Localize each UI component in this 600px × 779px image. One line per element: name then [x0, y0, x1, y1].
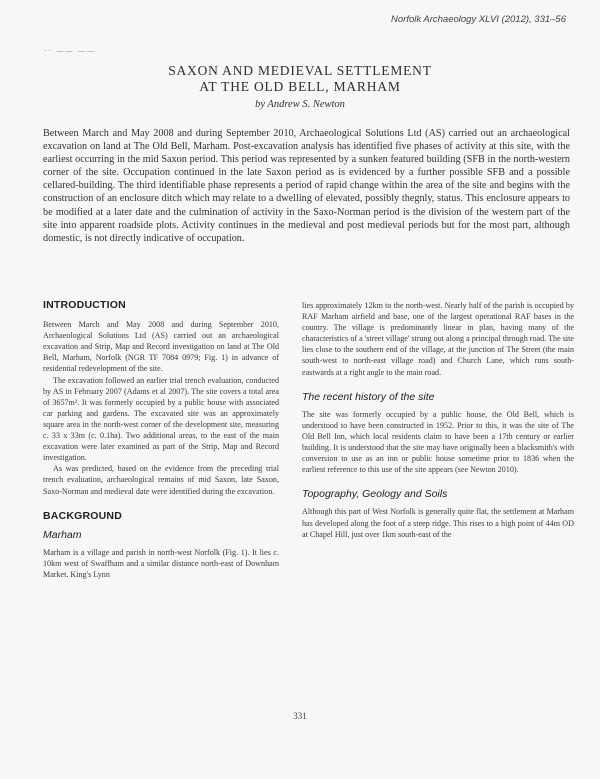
marham-paragraph: Marham is a village and parish in north-west Norfolk (Fig. 1). It lies c. 10km west of Swaffham and a similar distance north-east of Downham Market. King's Lynn: [43, 547, 279, 579]
right-column: [302, 300, 574, 540]
scan-speck: ·· —— ——: [44, 47, 97, 55]
recent-history-paragraph: The site was formerly occupied by a public house, the Old Bell, which is understood to have been constructed in 1952. Prior to this, it was the site of The Old Bell Inn, which local residents claim to have been a 17th century or earlier building. It is understood that the site may have originally been a blacksmith's with conversion to use as an inn or public house sometime prior to 1836 when the earliest reference to this use of the site appears (see Newton 2010).: [302, 409, 574, 475]
abstract: Between March and May 2008 and during September 2010, Archaeological Solutions Ltd (AS) carried out an archaeological excavation on land at The Old Bell, Marham. Post-excavation analysis has identified five phases of activity at this site, with the earliest occurring in the mid Saxon period. This period was represented by a sunken featured building (SFB in the north-western corner of the site. Occupation continued in the late Saxon period as is evidenced by a further possible SFB and a possible cellared-building. The third identifiable phase represents a period of rapid change within the area of the site and begins with the construction of an enclosure ditch which may relate to a dwelling of elevated, possibly thegnly, status. This enclosure appears to be modified at a later date and the culmination of activity in the Saxo-Norman period is the division of the western part of the site into apparent roadside plots. Activity continues in the medieval and post medieval periods but for the most part, although domestic, is not directly indicative of occupation.: [43, 128, 570, 244]
topography-paragraph: Although this part of West Norfolk is generally quite flat, the settlement at Marham has developed along the foot of a steep ridge. This rises to a high point of 44m OD at Chapel Hill, just over 1km south-east of the: [302, 507, 574, 539]
background-heading: BACKGROUND: [43, 509, 122, 522]
page-number: 331: [293, 711, 307, 721]
left-column: [43, 300, 279, 580]
topography-heading: Topography, Geology and Soils: [302, 488, 448, 501]
intro-paragraph-1: Between March and May 2008 and during September 2010, Archaeological Solutions Ltd (AS) carried out an archaeological excavation and Strip, Map and Record investigation on land at The Old Bell, Marham, Norfolk (NGR TF 7084 0979; Fig. 1) in advance of residential redevelopment of the site.: [43, 320, 279, 374]
article-title: [0, 63, 600, 95]
recent-history-heading: The recent history of the site: [302, 390, 435, 403]
running-head: Norfolk Archaeology XLVI (2012), 331–56: [391, 14, 566, 25]
title-line-2: AT THE OLD BELL, MARHAM: [199, 79, 401, 94]
intro-paragraph-2: The excavation followed an earlier trial trench evaluation, conducted by AS in February 2007 (Adams et al 2007). The site covers a total area of 3657m². It was formerly occupied by a public house with associated car parking and gardens. The excavated site was an approximately square area in the north-west corner of the development site, measuring c. 33 x 33m (c. 0.1ha). Two additional areas, to the east of the main excavation were later examined as part of the Strip, Map and Record investigation.: [43, 375, 279, 463]
intro-paragraph-3: As was predicted, based on the evidence from the preceding trial trench evaluation, archaeological remains of mid Saxon, late Saxon, Saxo-Norman and medieval date were identified during the excavation.: [43, 464, 279, 496]
title-line-1: SAXON AND MEDIEVAL SETTLEMENT: [168, 63, 432, 78]
marham-heading: Marham: [43, 528, 82, 541]
introduction-heading: INTRODUCTION: [43, 299, 126, 311]
continued-paragraph: lies approximately 12km to the north-west. Nearly half of the parish is occupied by RAF Marham airfield and base, one of the largest operational RAF bases in the country. The village is predominantly linear in plan, having many of the characteristics of a 'street village' strung out along a principal through road. The site lies close to the southern end of the village, at the junction of The Street (the main south-west to north-east village road) and Church Lane, which runs south-eastwards at a right angle to the main road.: [302, 301, 574, 377]
author-byline: by Andrew S. Newton: [255, 99, 345, 110]
